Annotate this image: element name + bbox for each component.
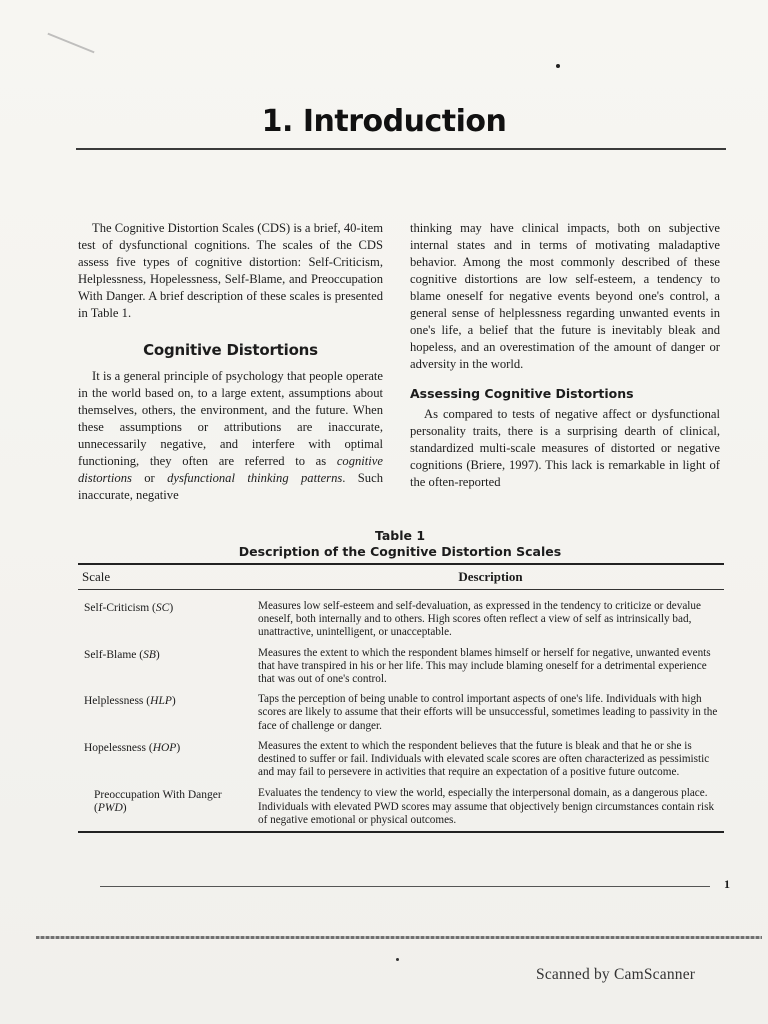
header-description: Description [458, 569, 523, 584]
scale-abbreviation: SC [155, 602, 170, 614]
table-body [78, 600, 724, 827]
footer-rule [100, 886, 710, 887]
table-row [78, 647, 724, 687]
right-column [410, 220, 720, 491]
scan-speck [396, 958, 399, 961]
scale-name: Helplessness (HLP) [84, 695, 176, 708]
chapter-title: 1. Introduction [261, 104, 507, 139]
scan-edge [36, 936, 762, 939]
table-number: Table 1 [374, 528, 426, 543]
scale-description: Measures the extent to which the respondent believes that the future is bleak and that he or she is destined to suffer or fail. Individuals with elevated scale scores are often characterized as pessimistic and may fail to persevere in activities that require an expectation of a positive future outcome. [258, 739, 710, 779]
scale-description: Measures low self-esteem and self-devaluation, as expressed in the tendency to criticize or devalue oneself, both internally and to others. High scores often reflect a view of self as intrinsically bad, unattractive, unintelligent, or unacceptable. [258, 600, 701, 639]
camscanner-watermark: Scanned by CamScanner [536, 966, 696, 983]
scale-description: Measures the extent to which the respondent blames himself or herself for negative, unwanted events that have transpired in his or her life. This may include blaming oneself for a detrimental experience that was out of one's control. [258, 646, 711, 686]
intro-paragraph: The Cognitive Distortion Scales (CDS) is a brief, 40-item test of dysfunctional cognitions. The scales of the CDS assess five types of cognitive distortion: Self-Criticism, Helplessness, Hopelessness, Self-Blame, and Preoccupation With Danger. A brief description of these scales is presented in Table 1. [78, 221, 383, 320]
scale-description: Evaluates the tendency to view the world, especially the interpersonal domain, as a dangerous place. Individuals with elevated PWD scores may assume that objectively benign circumstances contain risk of negative emotional or physical outcomes. [258, 787, 715, 826]
scales-table [78, 563, 724, 833]
scale-name: Preoccupation With Danger (PWD) [94, 789, 222, 815]
table-row [78, 693, 724, 733]
header-scale: Scale [82, 569, 111, 584]
table-row [78, 787, 724, 827]
scale-abbreviation: SB [143, 648, 156, 661]
table-header-row [78, 565, 724, 589]
scan-mark [47, 33, 94, 54]
scale-abbreviation: PWD [97, 802, 123, 815]
section-heading-cognitive-distortions: Cognitive Distortions [143, 341, 318, 359]
table-title: Description of the Cognitive Distortion Scales [238, 544, 562, 559]
table-row [78, 740, 724, 780]
table-row [78, 600, 724, 640]
scale-abbreviation: HOP [152, 741, 177, 754]
table-caption [0, 528, 768, 560]
table-header-rule [78, 589, 724, 590]
scale-abbreviation: HLP [150, 695, 172, 708]
table-bottom-rule [78, 831, 724, 833]
term-cognitive-distortions: cognitive distortions [78, 454, 383, 485]
scale-name: Self-Blame (SB) [84, 648, 160, 661]
continued-paragraph: thinking may have clinical impacts, both on subjective internal states and in terms of motivating maladaptive behavior. Among the most commonly described of these cognitive distortions are low self-esteem, a tendency to blame oneself for negative events beyond one's control, a general sense of helplessness regarding unwanted events in one's life, a belief that the future is inevitably bleak and hopeless, and an overestimation of the amount of danger or adversity in the world. [410, 221, 720, 371]
scan-speck [556, 64, 560, 68]
cognitive-distortions-paragraph: It is a general principle of psychology that people operate in the world based on, to a large extent, assumptions about themselves, others, the environment, and the future. When these assumptions or attributions are inaccurate, unnecessarily negative, and interfere with optimal functioning, they often are referred to as cognitive distortions or dysfunctional thinking patterns. Such inaccurate, negative [78, 369, 383, 502]
assessing-paragraph: As compared to tests of negative affect or dysfunctional personality traits, there is a surprising dearth of clinical, standardized multi-scale measures of distorted or negative cognitions (Briere, 1997). This lack is remarkable in light of the often-reported [410, 407, 720, 489]
left-column [78, 220, 383, 504]
page-number: 1 [724, 877, 730, 891]
scale-name: Self-Criticism (SC) [84, 602, 174, 614]
title-rule [76, 148, 726, 150]
term-dysfunctional-thinking: dysfunctional thinking patterns [167, 471, 343, 485]
scale-description: Taps the perception of being unable to control important aspects of one's life. Individuals with high scores are likely to assume that their efforts will be unsuccessful, sometimes leading to passivity in the face of challenge or danger. [258, 693, 718, 732]
scale-name: Hopelessness (HOP) [84, 741, 181, 754]
section-heading-assessing: Assessing Cognitive Distortions [410, 386, 634, 401]
